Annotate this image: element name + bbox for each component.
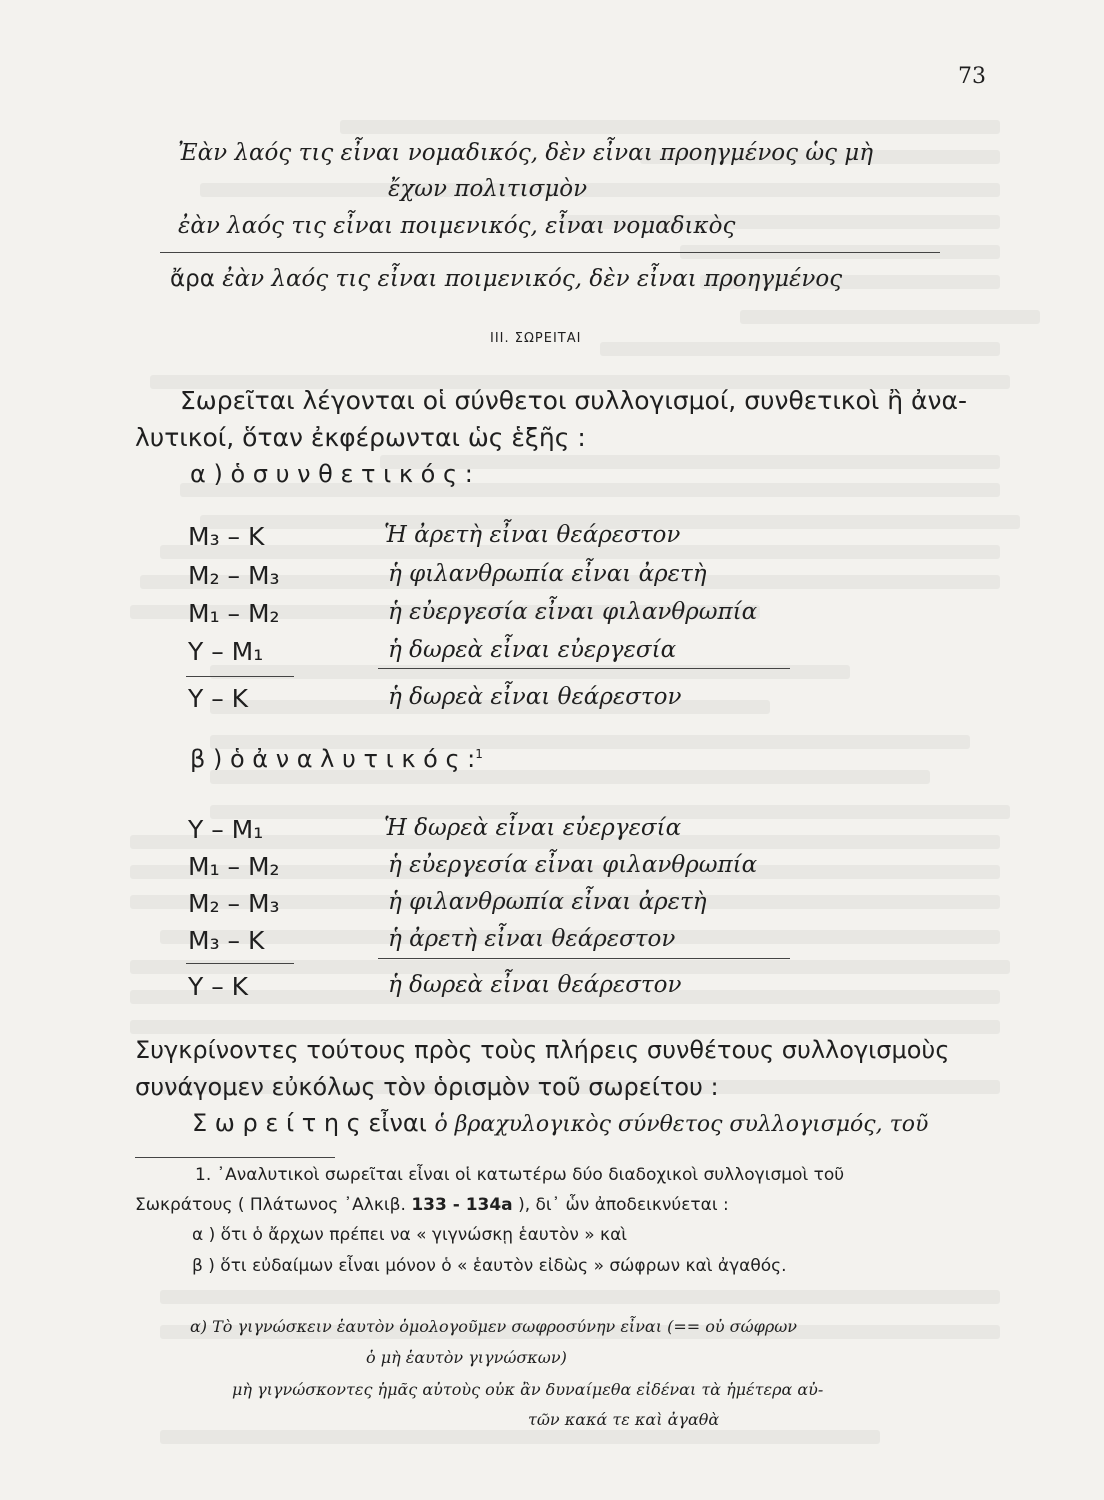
footnote-line-1: 1. ᾿Αναλυτικοὶ σωρεῖται εἶναι οἱ κατωτέρω δύο διαδοχικοὶ συλλογισμοὶ τοῦ	[195, 1165, 845, 1185]
synthetic-sym-1: M₃ – K	[188, 522, 265, 551]
syllogism-divider	[160, 252, 940, 253]
analytic-stmt-2: ἡ εὐεργεσία εἶναι φιλανθρωπία	[388, 852, 758, 878]
synthetic-label: α ) ὁ σ υ ν θ ε τ ι κ ό ς :	[190, 460, 473, 488]
syllogism-premise-1: Ἐὰν λαός τις εἶναι νομαδικός, δὲν εἶναι προηγμένος ὡς μὴ	[178, 140, 874, 166]
definition-line-2: συνάγομεν εὐκόλως τὸν ὁρισμὸν τοῦ σωρείτου :	[135, 1073, 719, 1101]
analytic-stmt-divider	[378, 958, 790, 959]
synthetic-conclusion-sym: Y – K	[188, 684, 249, 713]
syllogism-conclusion	[170, 266, 842, 292]
footnote-line-4: β ) ὅτι εὐδαίμων εἶναι μόνον ὁ « ἑαυτὸν εἰδὼς » σώφρων καὶ ἀγαθός.	[192, 1256, 787, 1276]
synthetic-sym-2: M₂ – M₃	[188, 561, 280, 590]
syllogism-premise-1-cont: ἔχων πολιτισμὸν	[388, 176, 588, 202]
footnote-divider	[135, 1157, 335, 1158]
analytic-conclusion-stmt: ἡ δωρεὰ εἶναι θεάρεστον	[388, 972, 682, 998]
synthetic-sym-divider	[186, 676, 294, 677]
analytic-label-text: β ) ὁ ἀ ν α λ υ τ ι κ ό ς :	[190, 745, 476, 773]
footnote-quote-line-2: ὁ μὴ ἑαυτὸν γιγνώσκων)	[366, 1348, 567, 1367]
analytic-stmt-4: ἡ ἀρετὴ εἶναι θεάρεστον	[388, 926, 676, 952]
footnote-reference: 133 - 134a	[411, 1195, 513, 1215]
section-heading: III. ΣΩΡΕΙΤΑΙ	[490, 331, 582, 346]
footnote-source: Σωκράτους ( Πλάτωνος ᾿Αλκιβ.	[135, 1195, 406, 1215]
footnote-quote-line-4: τῶν κακά τε καὶ ἀγαθὰ	[528, 1410, 720, 1429]
analytic-conclusion-sym: Y – K	[188, 972, 249, 1001]
intro-line-2: λυτικοί, ὅταν ἐκφέρωνται ὡς ἑξῆς :	[135, 423, 586, 452]
synthetic-stmt-3: ἡ εὐεργεσία εἶναι φιλανθρωπία	[388, 599, 758, 625]
analytic-sym-3: M₂ – M₃	[188, 889, 280, 918]
analytic-sym-2: M₁ – M₂	[188, 852, 280, 881]
definition-line-3	[192, 1109, 928, 1137]
intro-line-1: Σωρεῖται λέγονται οἱ σύνθετοι συλλογισμοί, συνθετικοὶ ἢ ἀνα-	[180, 386, 967, 415]
syllogism-premise-2: ἐὰν λαός τις εἶναι ποιμενικός, εἶναι νομαδικὸς	[178, 213, 736, 239]
footnote-source-cont: ), δι᾿ ὧν ἀποδεικνύεται :	[518, 1195, 729, 1215]
footnote-quote-line-1: α) Τὸ γιγνώσκειν ἑαυτὸν ὁμολογοῦμεν σωφροσύνην εἶναι (== οὐ σώφρων	[190, 1317, 798, 1336]
definition-verb: εἶναι	[368, 1109, 427, 1137]
synthetic-stmt-divider	[378, 668, 790, 669]
footnote-line-3: α ) ὅτι ὁ ἄρχων πρέπει να « γιγνώσκῃ ἑαυτὸν » καὶ	[192, 1225, 628, 1245]
analytic-sym-4: M₃ – K	[188, 926, 265, 955]
analytic-sym-divider	[186, 963, 294, 964]
synthetic-stmt-4: ἡ δωρεὰ εἶναι εὐεργεσία	[388, 637, 677, 663]
analytic-stmt-3: ἡ φιλανθρωπία εἶναι ἀρετὴ	[388, 889, 707, 915]
synthetic-stmt-2: ἡ φιλανθρωπία εἶναι ἀρετὴ	[388, 561, 707, 587]
analytic-stmt-1: Ἡ δωρεὰ εἶναι εὐεργεσία	[384, 815, 682, 841]
footnote-marker: 1	[475, 747, 483, 761]
synthetic-stmt-1: Ἡ ἀρετὴ εἶναι θεάρεστον	[384, 522, 681, 548]
synthetic-conclusion-stmt: ἡ δωρεὰ εἶναι θεάρεστον	[388, 684, 682, 710]
definition-text: ὁ βραχυλογικὸς σύνθετος συλλογισμός, τοῦ	[434, 1112, 929, 1137]
definition-line-1: Συγκρίνοντες τούτους πρὸς τοὺς πλήρεις συνθέτους συλλογισμοὺς	[135, 1036, 950, 1064]
syllogism-conclusion-text: ἐὰν λαός τις εἶναι ποιμενικός, δὲν εἶναι προηγμένος	[222, 266, 843, 292]
page-number: 73	[958, 64, 986, 89]
analytic-label	[190, 745, 483, 773]
synthetic-sym-3: M₁ – M₂	[188, 599, 280, 628]
definition-term: Σ ω ρ ε ί τ η ς	[192, 1109, 361, 1137]
analytic-sym-1: Y – M₁	[188, 815, 264, 844]
syllogism-conclusion-prefix: ἄρα	[170, 266, 215, 292]
synthetic-sym-4: Y – M₁	[188, 637, 264, 666]
footnote-quote-line-3: μὴ γιγνώσκοντες ἡμᾶς αὐτοὺς οὐκ ἂν δυναίμεθα εἰδέναι τὰ ἡμέτερα αὐ-	[232, 1380, 824, 1399]
footnote-line-2	[135, 1195, 729, 1215]
